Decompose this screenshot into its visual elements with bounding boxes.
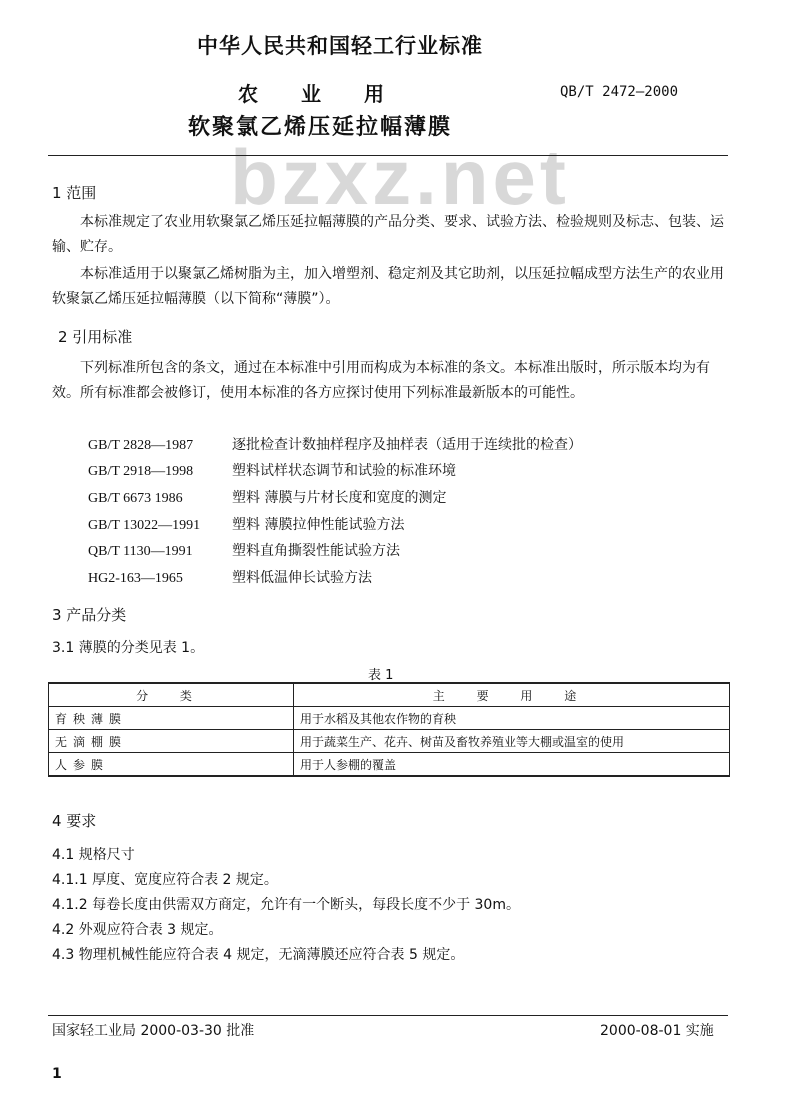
table-row: [49, 707, 730, 730]
reference-code: GB/T 6673 1986: [88, 491, 183, 506]
reference-code: HG2-163—1965: [88, 571, 183, 586]
section-1-paragraph-1: 本标准规定了农业用软聚氯乙烯压延拉幅薄膜的产品分类、要求、试验方法、检验规则及标志、包装、运输、贮存。: [52, 214, 724, 255]
reference-title: 塑料低温伸长试验方法: [232, 570, 372, 586]
reference-title: 塑料 薄膜拉伸性能试验方法: [232, 517, 405, 533]
table-cell: 育秧薄膜: [49, 707, 294, 730]
page-number: 1: [52, 1066, 62, 1082]
reference-title: 塑料试样状态调节和试验的标准环境: [232, 463, 456, 479]
requirement-item: 4.1.2 每卷长度由供需双方商定，允许有一个断头，每段长度不少于 30m。: [52, 897, 520, 913]
footer-divider: [48, 1015, 728, 1016]
reference-item: [88, 567, 372, 587]
header-divider: [48, 155, 728, 156]
table-cell: 用于水稻及其他农作物的育秧: [294, 707, 730, 730]
document-title: 软聚氯乙烯压延拉幅薄膜: [187, 115, 452, 140]
table-cell: 无滴棚膜: [49, 730, 294, 753]
section-1-paragraph-2: 本标准适用于以聚氯乙烯树脂为主，加入增塑剂、稳定剂及其它助剂，以压延拉幅成型方法生产的农业用软聚氯乙烯压延拉幅薄膜（以下简称“薄膜”）。: [52, 266, 724, 307]
reference-item: [88, 487, 446, 507]
document-subtitle: 农 业 用: [238, 82, 402, 106]
requirement-item: 4.3 物理机械性能应符合表 4 规定，无滴薄膜还应符合表 5 规定。: [52, 947, 465, 963]
section-3-heading: 3 产品分类: [52, 606, 127, 624]
section-2-heading: 2 引用标准: [58, 328, 133, 346]
reference-code: GB/T 2918—1998: [88, 464, 194, 479]
reference-title: 逐批检查计数抽样程序及抽样表（适用于连续批的检查）: [232, 437, 582, 453]
reference-item: [88, 460, 456, 480]
section-3-1-text: 3.1 薄膜的分类见表 1。: [52, 640, 205, 656]
table-header-cell: 主 要 用 途: [294, 683, 730, 707]
reference-item: [88, 540, 400, 560]
reference-item: [88, 514, 404, 534]
section-2-paragraph: 下列标准所包含的条文，通过在本标准中引用而构成为本标准的条文。本标准出版时，所示版本均为有效。所有标准都会被修订，使用本标准的各方应探讨使用下列标准最新版本的可能性。: [52, 360, 710, 401]
approval-date: 国家轻工业局 2000-03-30 批准: [52, 1023, 255, 1039]
reference-title: 塑料直角撕裂性能试验方法: [232, 543, 400, 559]
standard-class: 中华人民共和国轻工行业标准: [197, 34, 483, 58]
section-4-heading: 4 要求: [52, 812, 97, 830]
table-header-cell: 分 类: [49, 683, 294, 707]
table-row: [49, 730, 730, 753]
reference-title: 塑料 薄膜与片材长度和宽度的测定: [232, 490, 447, 506]
reference-code: GB/T 2828—1987: [88, 438, 194, 453]
section-1-heading: 1 范围: [52, 184, 97, 202]
watermark: bzxz.net: [230, 133, 570, 221]
requirement-item: 4.1.1 厚度、宽度应符合表 2 规定。: [52, 872, 278, 888]
requirement-item: 4.2 外观应符合表 3 规定。: [52, 922, 223, 938]
table-header-row: [49, 683, 730, 707]
reference-item: [88, 434, 582, 454]
reference-code: QB/T 1130—1991: [88, 544, 193, 559]
reference-code: GB/T 13022—1991: [88, 518, 201, 533]
requirement-item: 4.1 规格尺寸: [52, 847, 135, 863]
table-cell: 人参膜: [49, 753, 294, 777]
standard-number: QB/T 2472—2000: [560, 84, 679, 100]
implementation-date: 2000-08-01 实施: [600, 1023, 714, 1039]
table-row: [49, 753, 730, 777]
classification-table: [48, 682, 730, 777]
table-cell: 用于人参棚的覆盖: [294, 753, 730, 777]
table-cell: 用于蔬菜生产、花卉、树苗及畜牧养殖业等大棚或温室的使用: [294, 730, 730, 753]
table-caption: 表 1: [368, 668, 394, 683]
